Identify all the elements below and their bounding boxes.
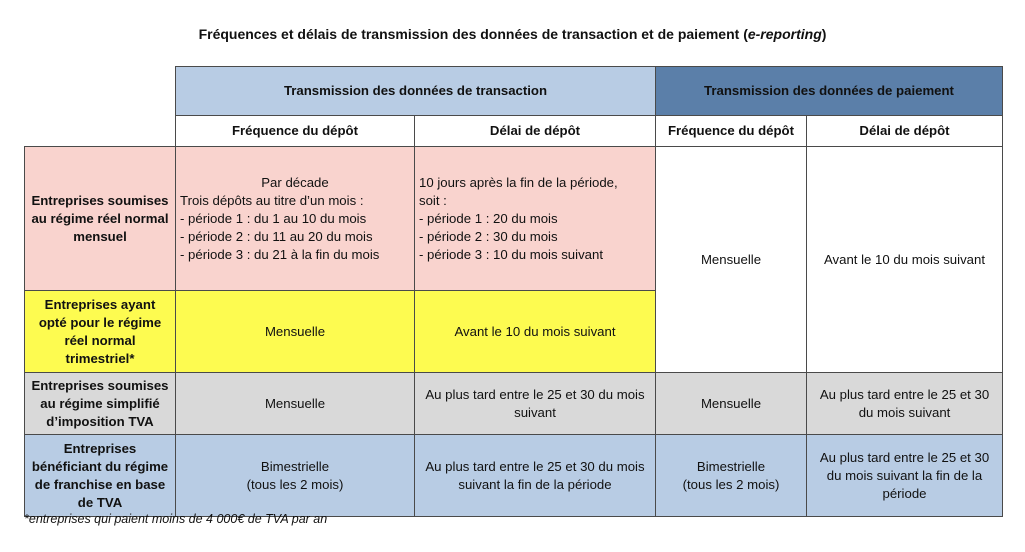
transaction-frequency-simplified: Mensuelle — [176, 373, 415, 435]
header-transaction-delay: Délai de dépôt — [415, 116, 656, 147]
page-title — [0, 26, 1025, 42]
freq-line: - période 2 : du 11 au 20 du mois — [180, 228, 373, 244]
footnote: *entreprises qui paient moins de 4 000€ de TVA par an — [24, 512, 328, 526]
reporting-table — [24, 66, 1003, 517]
freq-line: - période 3 : du 21 à la fin du mois — [180, 246, 380, 262]
row-label-monthly: Entreprises soumises au régime réel normal mensuel — [25, 147, 176, 291]
delay-line: soit : — [419, 192, 447, 208]
delay-line: - période 3 : 10 du mois suivant — [419, 246, 603, 262]
transaction-delay-simplified: Au plus tard entre le 25 et 30 du mois suivant — [415, 373, 656, 435]
payment-frequency-simplified: Mensuelle — [656, 373, 807, 435]
header-transaction-frequency: Fréquence du dépôt — [176, 116, 415, 147]
freq-title: Par décade — [261, 174, 329, 190]
sub-header-row — [25, 116, 1003, 147]
payment-delay-franchise: Au plus tard entre le 25 et 30 du mois suivant la fin de la période — [807, 435, 1003, 517]
table-row — [25, 147, 1003, 291]
freq-line: Trois dépôts au titre d’un mois : — [180, 192, 364, 208]
group-header-row — [25, 67, 1003, 116]
freq-line: Bimestrielle — [260, 458, 330, 474]
transaction-frequency-monthly — [176, 147, 415, 291]
delay-line: - période 2 : 30 du mois — [419, 228, 558, 244]
row-label-quarterly: Entreprises ayant opté pour le régime réel normal trimestriel* — [25, 291, 176, 373]
transaction-frequency-franchise — [176, 435, 415, 517]
payment-delay-simplified: Au plus tard entre le 25 et 30 du mois suivant — [807, 373, 1003, 435]
title-main: Fréquences et délais de transmission des données de transaction et de paiement ( — [198, 26, 748, 42]
payment-frequency-real: Mensuelle — [656, 147, 807, 373]
transaction-frequency-quarterly: Mensuelle — [176, 291, 415, 373]
transaction-delay-franchise: Au plus tard entre le 25 et 30 du mois suivant la fin de la période — [415, 435, 656, 517]
freq-line: - période 1 : du 1 au 10 du mois — [180, 210, 367, 226]
row-label-simplified: Entreprises soumises au régime simplifié d’imposition TVA — [25, 373, 176, 435]
freq-line: (tous les 2 mois) — [246, 476, 344, 492]
corner-cell — [25, 67, 176, 116]
header-payment: Transmission des données de paiement — [656, 67, 1003, 116]
delay-line: 10 jours après la fin de la période, — [419, 174, 618, 190]
freq-line: Bimestrielle — [696, 458, 766, 474]
transaction-delay-monthly — [415, 147, 656, 291]
header-transaction: Transmission des données de transaction — [176, 67, 656, 116]
payment-frequency-franchise — [656, 435, 807, 517]
title-close: ) — [821, 26, 827, 42]
payment-delay-real: Avant le 10 du mois suivant — [807, 147, 1003, 373]
transaction-delay-quarterly: Avant le 10 du mois suivant — [415, 291, 656, 373]
header-payment-frequency: Fréquence du dépôt — [656, 116, 807, 147]
header-payment-delay: Délai de dépôt — [807, 116, 1003, 147]
corner-cell-2 — [25, 116, 176, 147]
title-italic: e-reporting — [747, 26, 822, 42]
table-row — [25, 373, 1003, 435]
freq-line: (tous les 2 mois) — [682, 476, 780, 492]
delay-line: - période 1 : 20 du mois — [419, 210, 558, 226]
table-row — [25, 435, 1003, 517]
row-label-franchise: Entreprises bénéficiant du régime de franchise en base de TVA — [25, 435, 176, 517]
